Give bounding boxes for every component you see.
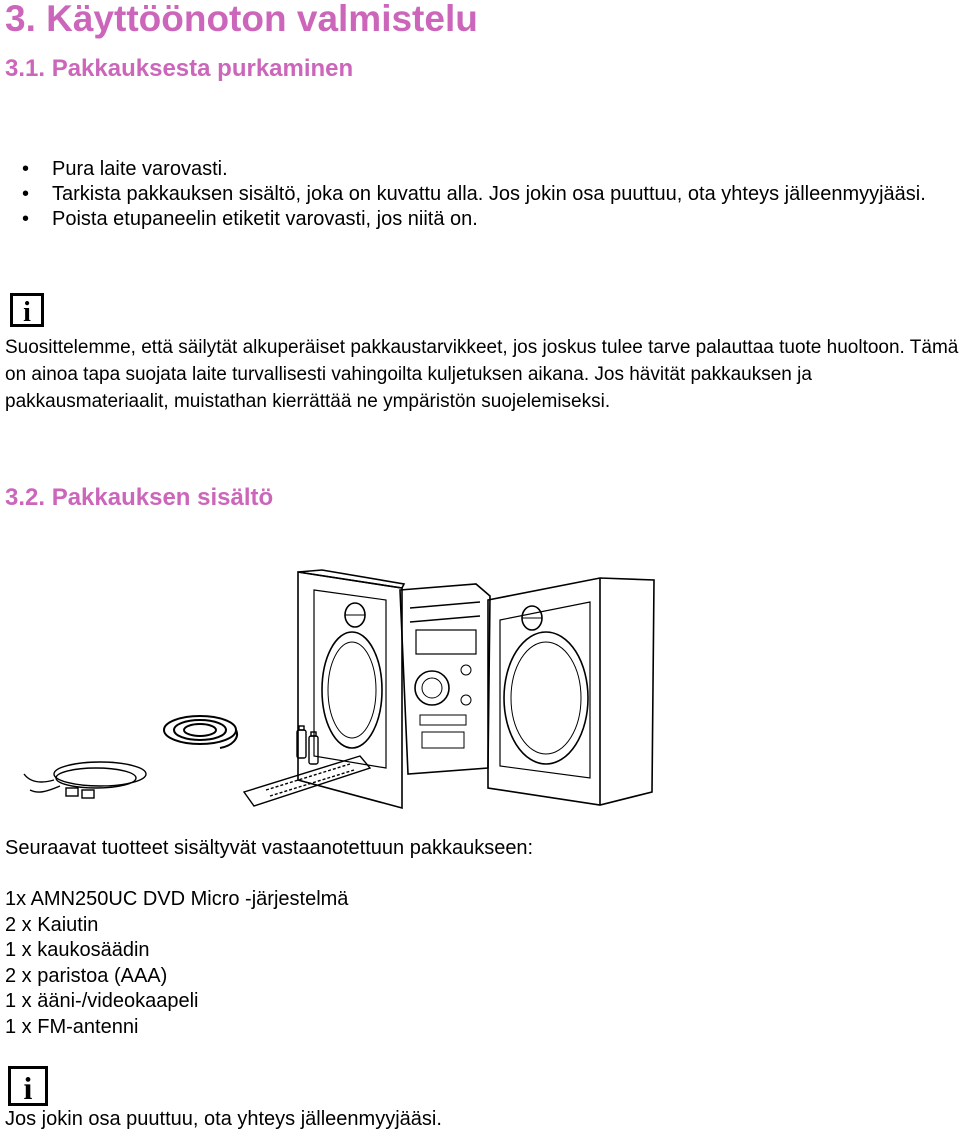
- svg-text:i: i: [23, 297, 31, 327]
- list-item: • Poista etupaneelin etiketit varovasti, jos niitä on.: [0, 207, 960, 232]
- svg-text:i: i: [23, 1070, 33, 1106]
- fm-antenna-illustration: [164, 716, 237, 748]
- section-heading-unpacking: 3.1. Pakkauksesta purkaminen: [5, 55, 354, 82]
- list-item: 1 x kaukosäädin: [5, 939, 150, 961]
- list-item: 2 x paristoa (AAA): [5, 964, 168, 987]
- right-speaker-illustration: [488, 578, 654, 805]
- missing-parts-note: Jos jokin osa puuttuu, ota yhteys jälleenmyyjääsi.: [5, 1108, 442, 1130]
- page-title: 3. Käyttöönoton valmistelu: [5, 0, 478, 39]
- unpacking-steps-list: [0, 157, 960, 232]
- main-unit-illustration: [400, 584, 490, 774]
- list-item: • Pura laite varovasti.: [0, 157, 960, 182]
- section-heading-contents: 3.2. Pakkauksen sisältö: [5, 484, 274, 511]
- left-speaker-illustration: [298, 570, 404, 808]
- list-item: 2 x Kaiutin: [5, 913, 99, 936]
- packaging-note: Suosittelemme, että säilytät alkuperäiset pakkaustarvikkeet, jos joskus tulee tarve palauttaa tuote huoltoon. Tämä on ainoa tapa suojata laite turvallisesti vahingoilta kuljetuksen aikana. Jos hävität pakkauksen ja pakkausmateriaalit, muistathan kierrättää ne ympäristön suojelemiseksi.: [5, 337, 959, 412]
- list-item: • Tarkista pakkauksen sisältö, joka on kuvattu alla. Jos jokin osa puuttuu, ota yhteys jälleenmyyjääsi.: [0, 182, 960, 207]
- info-icon: [10, 293, 44, 327]
- list-item: 1 x FM-antenni: [5, 1015, 139, 1038]
- contents-intro: Seuraavat tuotteet sisältyvät vastaanotettuun pakkaukseen:: [5, 837, 534, 859]
- av-cable-illustration: [24, 762, 146, 798]
- remote-control-illustration: [244, 756, 370, 806]
- batteries-illustration: [297, 726, 318, 764]
- info-icon: [8, 1066, 48, 1106]
- package-items-list: [5, 887, 348, 1040]
- list-item: 1 x ääni-/videokaapeli: [5, 990, 199, 1012]
- list-item: 1x AMN250UC DVD Micro -järjestelmä: [5, 888, 349, 910]
- package-contents-illustration: [0, 560, 670, 820]
